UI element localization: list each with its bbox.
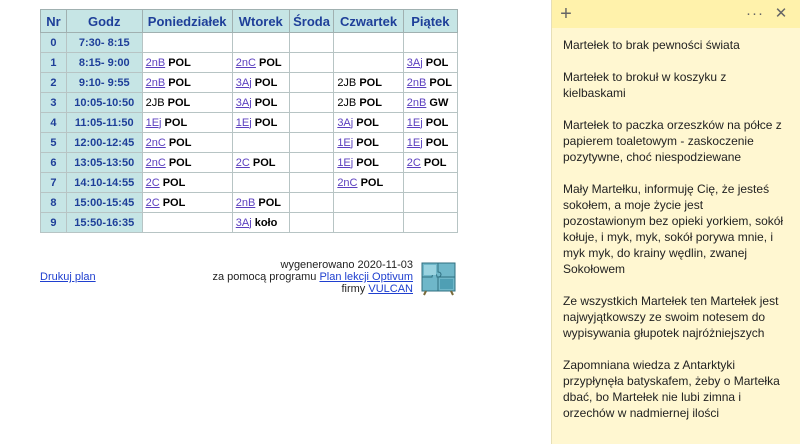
lesson-cell-thursday <box>334 93 403 113</box>
table-row <box>41 213 458 233</box>
lesson-cell-friday <box>403 113 457 133</box>
lesson-cell-monday <box>142 33 232 53</box>
lesson-cell-thursday <box>334 153 403 173</box>
subject-code: koło <box>254 216 278 229</box>
class-group-link[interactable]: 1Ej <box>406 136 423 149</box>
table-row <box>41 53 458 73</box>
lesson-cell-thursday <box>334 193 403 213</box>
table-row <box>41 93 458 113</box>
class-group-link[interactable]: 2nC <box>145 136 166 149</box>
lesson-cell-wednesday <box>289 113 334 133</box>
lesson-number: 4 <box>41 113 67 133</box>
lesson-cell-tuesday <box>232 193 289 213</box>
lesson-time: 10:05-10:50 <box>66 93 142 113</box>
note-paragraph: Martełek to brak pewności świata <box>563 38 740 52</box>
lesson-number: 3 <box>41 93 67 113</box>
lesson-time: 8:15- 9:00 <box>66 53 142 73</box>
company-prefix: firmy <box>341 283 366 295</box>
vulcan-puzzle-icon[interactable] <box>420 260 458 296</box>
lesson-cell-wednesday <box>289 93 334 113</box>
program-link[interactable]: Plan lekcji Optivum <box>319 271 413 283</box>
class-group-link[interactable]: 2C <box>235 156 250 169</box>
timetable-area <box>40 9 460 233</box>
table-row <box>41 33 458 53</box>
subject-code: POL <box>168 136 192 149</box>
program-line <box>195 271 413 283</box>
class-group-link[interactable]: 2nC <box>235 56 256 69</box>
subject-code: POL <box>168 156 192 169</box>
class-group-link[interactable]: 2C <box>145 176 160 189</box>
lesson-cell-monday <box>142 153 232 173</box>
lesson-cell-wednesday <box>289 33 334 53</box>
class-group-link[interactable]: 1Ej <box>406 116 423 129</box>
class-group-link[interactable]: 2nB <box>145 56 166 69</box>
subject-code: POL <box>254 76 278 89</box>
lesson-cell-friday <box>403 193 457 213</box>
subject-code: POL <box>252 156 276 169</box>
lesson-time: 13:05-13:50 <box>66 153 142 173</box>
close-icon[interactable]: ✕ <box>774 5 788 22</box>
vulcan-link[interactable]: VULCAN <box>368 283 413 295</box>
class-group-link[interactable]: 2C <box>406 156 421 169</box>
lesson-cell-monday <box>142 193 232 213</box>
program-prefix: za pomocą programu <box>212 271 317 283</box>
lesson-cell-friday <box>403 173 457 193</box>
subject-code: POL <box>258 196 282 209</box>
lesson-cell-tuesday <box>232 153 289 173</box>
lesson-cell-wednesday <box>289 73 334 93</box>
lesson-cell-tuesday <box>232 53 289 73</box>
class-group-link[interactable]: 1Ej <box>337 136 354 149</box>
lesson-cell-wednesday <box>289 173 334 193</box>
lesson-cell-wednesday <box>289 133 334 153</box>
lesson-cell-wednesday <box>289 213 334 233</box>
more-icon[interactable]: ··· <box>746 5 764 22</box>
note-paragraph: Martełek to brokuł w koszyku z kielbaskami <box>563 70 727 100</box>
print-plan-link[interactable]: Drukuj plan <box>40 271 96 283</box>
subject-code: GW <box>429 96 449 109</box>
lesson-number: 0 <box>41 33 67 53</box>
lesson-time: 7:30- 8:15 <box>66 33 142 53</box>
lesson-cell-thursday <box>334 33 403 53</box>
subject-code: POL <box>167 96 191 109</box>
lesson-cell-thursday <box>334 53 403 73</box>
lesson-number: 1 <box>41 53 67 73</box>
table-row <box>41 153 458 173</box>
class-group-link[interactable]: 2nC <box>337 176 358 189</box>
class-group-link[interactable]: 3Aj <box>337 116 354 129</box>
generation-info <box>195 259 413 295</box>
class-group-link[interactable]: 3Aj <box>406 56 423 69</box>
lesson-cell-friday <box>403 33 457 53</box>
subject-code: POL <box>359 96 382 109</box>
lesson-cell-wednesday <box>289 53 334 73</box>
subject-code: POL <box>162 196 186 209</box>
lesson-time: 15:50-16:35 <box>66 213 142 233</box>
subject-code: POL <box>162 176 186 189</box>
lesson-number: 5 <box>41 133 67 153</box>
lesson-time: 15:00-15:45 <box>66 193 142 213</box>
lesson-number: 7 <box>41 173 67 193</box>
header-nr: Nr <box>41 10 67 33</box>
subject-code: POL <box>259 56 282 69</box>
class-group-link[interactable]: 1Ej <box>337 156 354 169</box>
company-line <box>195 283 413 295</box>
lesson-number: 6 <box>41 153 67 173</box>
lesson-time: 14:10-14:55 <box>66 173 142 193</box>
subject-code: POL <box>359 76 382 89</box>
table-row <box>41 173 458 193</box>
lesson-cell-tuesday <box>232 213 289 233</box>
lesson-cell-thursday <box>334 113 403 133</box>
note-paragraph: Mały Martełku, informuję Cię, że jesteś sokołem, a moje życie jest pozostawionym bez opieki yorkiem, sokół kołuje, i myk, myk, sokół porywa mnie, i myk myk, do krainy wędlin, zwanej Sokołowem <box>563 182 784 276</box>
class-group-link[interactable]: 1Ej <box>235 116 252 129</box>
sticky-note-content[interactable] <box>552 28 800 421</box>
lesson-cell-thursday <box>334 213 403 233</box>
header-godz: Godz <box>66 10 142 33</box>
lesson-cell-wednesday <box>289 193 334 213</box>
subject-code: POL <box>425 116 449 129</box>
lesson-cell-wednesday <box>289 153 334 173</box>
class-group-link[interactable]: 1Ej <box>145 116 162 129</box>
subject-code: POL <box>168 56 191 69</box>
generated-date: wygenerowano 2020-11-03 <box>280 259 413 271</box>
class-group-link: 2JB <box>145 96 165 109</box>
timetable <box>40 9 458 233</box>
table-row <box>41 113 458 133</box>
table-row <box>41 193 458 213</box>
class-group-link[interactable]: 2nC <box>145 156 166 169</box>
subject-code: POL <box>360 176 384 189</box>
note-paragraph: Martełek to paczka orzeszków na półce z papierem toaletowym - zaskoczenie pozytywne, choć niespodziewane <box>563 118 782 164</box>
lesson-time: 9:10- 9:55 <box>66 73 142 93</box>
class-group-link[interactable]: 2nB <box>406 96 427 109</box>
lesson-cell-friday <box>403 213 457 233</box>
sticky-note-window[interactable] <box>551 0 800 444</box>
lesson-cell-tuesday <box>232 33 289 53</box>
subject-code: POL <box>164 116 188 129</box>
lesson-cell-monday <box>142 73 232 93</box>
lesson-time: 12:00-12:45 <box>66 133 142 153</box>
class-group-link[interactable]: 2C <box>145 196 160 209</box>
header-day-tuesday: Wtorek <box>232 10 289 33</box>
table-row <box>41 133 458 153</box>
lesson-cell-friday <box>403 133 457 153</box>
subject-code: POL <box>168 76 191 89</box>
lesson-cell-monday <box>142 133 232 153</box>
header-day-wednesday: Środa <box>289 10 334 33</box>
subject-code: POL <box>423 156 447 169</box>
class-group-link: 2JB <box>337 96 357 109</box>
lesson-time: 11:05-11:50 <box>66 113 142 133</box>
table-row <box>41 73 458 93</box>
lesson-cell-thursday <box>334 73 403 93</box>
lesson-cell-thursday <box>334 133 403 153</box>
subject-code: POL <box>356 156 379 169</box>
class-group-link[interactable]: 3Aj <box>235 76 252 89</box>
header-day-thursday: Czwartek <box>334 10 403 33</box>
subject-code: POL <box>425 56 449 69</box>
lesson-cell-thursday <box>334 173 403 193</box>
subject-code: POL <box>429 76 453 89</box>
class-group-link[interactable]: 2nB <box>406 76 427 89</box>
lesson-cell-tuesday <box>232 173 289 193</box>
subject-code: POL <box>254 116 278 129</box>
timetable-body <box>41 33 458 233</box>
lesson-cell-monday <box>142 113 232 133</box>
timetable-header-row <box>41 10 458 33</box>
lesson-cell-friday <box>403 73 457 93</box>
class-group-link[interactable]: 2nB <box>235 196 256 209</box>
lesson-number: 9 <box>41 213 67 233</box>
lesson-cell-monday <box>142 173 232 193</box>
lesson-cell-tuesday <box>232 73 289 93</box>
subject-code: POL <box>356 136 379 149</box>
subject-code: POL <box>425 136 449 149</box>
lesson-cell-friday <box>403 93 457 113</box>
lesson-cell-tuesday <box>232 133 289 153</box>
class-group-link[interactable]: 2nB <box>145 76 166 89</box>
header-day-friday: Piątek <box>403 10 457 33</box>
header-day-monday: Poniedziałek <box>142 10 232 33</box>
lesson-cell-friday <box>403 153 457 173</box>
subject-code: POL <box>356 116 379 129</box>
sticky-note-titlebar[interactable] <box>552 0 800 28</box>
class-group-link[interactable]: 3Aj <box>235 216 252 229</box>
note-paragraph: Ze wszystkich Martełek ten Martełek jest najwyjątkowszy ze swoim notesem do wypisywania głupotek najróżniejszych <box>563 294 779 340</box>
plus-icon[interactable]: + <box>560 3 572 25</box>
lesson-cell-tuesday <box>232 93 289 113</box>
lesson-cell-monday <box>142 213 232 233</box>
lesson-cell-friday <box>403 53 457 73</box>
subject-code: POL <box>254 96 278 109</box>
lesson-cell-monday <box>142 93 232 113</box>
lesson-cell-tuesday <box>232 113 289 133</box>
note-paragraph: Zapomniana wiedza z Antarktyki przypłynęła batyskafem, żeby o Martełka dbać, bo Martełek nie lubi zimna i orzechów w nadmiernej ilości <box>563 358 780 420</box>
lesson-cell-monday <box>142 53 232 73</box>
lesson-number: 2 <box>41 73 67 93</box>
class-group-link: 2JB <box>337 76 357 89</box>
class-group-link[interactable]: 3Aj <box>235 96 252 109</box>
lesson-number: 8 <box>41 193 67 213</box>
